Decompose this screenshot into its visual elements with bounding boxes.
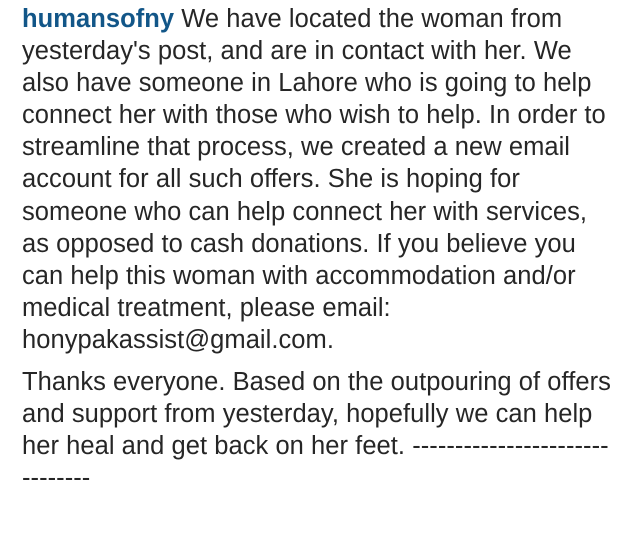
post-caption: [22, 3, 614, 494]
username-link[interactable]: humansofny: [22, 5, 175, 33]
caption-text-1: We have located the woman from yesterday's post, and are in contact with her. We also have someone in Lahore who is going to help connect her with those who wish to help. In order to streamline that process, we created a new email account for all such offers. She is hoping for someone who can help connect her with services, as opposed to cash donations. If you believe you can help this woman with accommodation and/or medical treatment, please email: honypakassist@gmail.com.: [22, 5, 606, 354]
caption-paragraph-1: [22, 3, 614, 356]
caption-paragraph-2: Thanks everyone. Based on the outpouring of offers and support from yesterday, hopefully we can help her heal and get back on her feet. -------------------------------: [22, 368, 611, 493]
